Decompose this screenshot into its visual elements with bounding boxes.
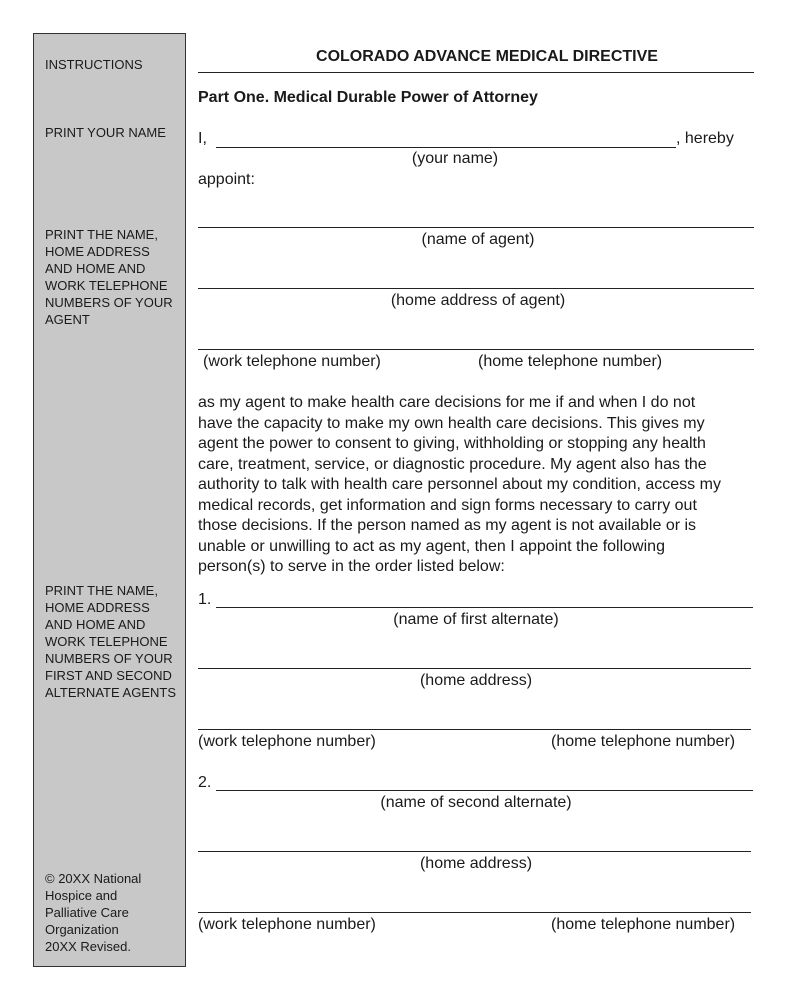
document-title: COLORADO ADVANCE MEDICAL DIRECTIVE xyxy=(316,48,658,65)
paragraph-line: have the capacity to make my own health care decisions. This gives my xyxy=(198,414,705,432)
sidebar-copyright: © 20XX National Hospice and Palliative Care Organization 20XX Revised. xyxy=(45,871,142,954)
agent-phone-field[interactable] xyxy=(198,349,754,350)
alt1-address-field[interactable] xyxy=(198,668,751,669)
paragraph-line: those decisions. If the person named as my agent is not available or is xyxy=(198,517,697,534)
agent-home-phone-caption: (home telephone number) xyxy=(478,353,663,370)
agent-address-caption: (home address of agent) xyxy=(390,292,566,309)
i-label: I, xyxy=(198,130,207,147)
agent-address-field[interactable] xyxy=(198,288,754,289)
title-rule xyxy=(198,72,754,73)
alt1-name-field[interactable] xyxy=(216,607,753,608)
paragraph-line: unable or unwilling to act as my agent, then I appoint the following xyxy=(198,537,665,555)
part-heading: Part One. Medical Durable Power of Attorney xyxy=(198,89,538,106)
alt1-number: 1. xyxy=(198,591,212,608)
agent-name-field[interactable] xyxy=(198,227,754,228)
alt1-work-phone-caption: (work telephone number) xyxy=(198,733,376,750)
paragraph-line: as my agent to make health care decisions for me if and when I do not xyxy=(198,394,696,411)
sidebar-print-agent-instruction: PRINT THE NAME, HOME ADDRESS AND HOME AND WORK TELEPHONE NUMBERS OF YOUR AGENT xyxy=(45,227,173,327)
your-name-field[interactable] xyxy=(216,147,676,148)
appoint-label: appoint: xyxy=(198,171,255,188)
paragraph-line: care, treatment, service, or diagnostic procedure. My agent also has the xyxy=(198,455,707,473)
alt2-work-phone-caption: (work telephone number) xyxy=(198,916,376,933)
alt2-address-field[interactable] xyxy=(198,851,751,852)
alt1-phone-field[interactable] xyxy=(198,729,751,730)
alt1-name-caption: (name of first alternate) xyxy=(393,611,559,628)
alt1-home-phone-caption: (home telephone number) xyxy=(551,733,736,750)
sidebar-print-name-instruction: PRINT YOUR NAME xyxy=(45,125,166,140)
agent-authority-paragraph xyxy=(198,393,760,578)
agent-work-phone-caption: (work telephone number) xyxy=(203,353,381,370)
alt2-name-field[interactable] xyxy=(216,790,753,791)
sidebar-print-alternates-instruction: PRINT THE NAME, HOME ADDRESS AND HOME AND WORK TELEPHONE NUMBERS OF YOUR FIRST AND SECOND ALTERNATE AGENTS xyxy=(45,583,176,700)
alt2-address-caption: (home address) xyxy=(419,855,533,872)
your-name-caption: (your name) xyxy=(411,150,499,167)
agent-name-caption: (name of agent) xyxy=(421,231,535,248)
paragraph-line: authority to talk with health care personnel about my condition, access my xyxy=(198,476,721,493)
alt2-home-phone-caption: (home telephone number) xyxy=(551,916,736,933)
alt1-address-caption: (home address) xyxy=(419,672,533,689)
paragraph-line: agent the power to consent to giving, withholding or stopping any health xyxy=(198,435,706,452)
paragraph-line: medical records, get information and sign forms necessary to carry out xyxy=(198,496,697,514)
paragraph-line: person(s) to serve in the order listed below: xyxy=(198,558,505,575)
hereby-label: , hereby xyxy=(676,130,734,147)
alt2-name-caption: (name of second alternate) xyxy=(380,794,572,811)
alt2-phone-field[interactable] xyxy=(198,912,751,913)
alt2-number: 2. xyxy=(198,774,212,791)
sidebar-instructions-label: INSTRUCTIONS xyxy=(45,57,143,72)
